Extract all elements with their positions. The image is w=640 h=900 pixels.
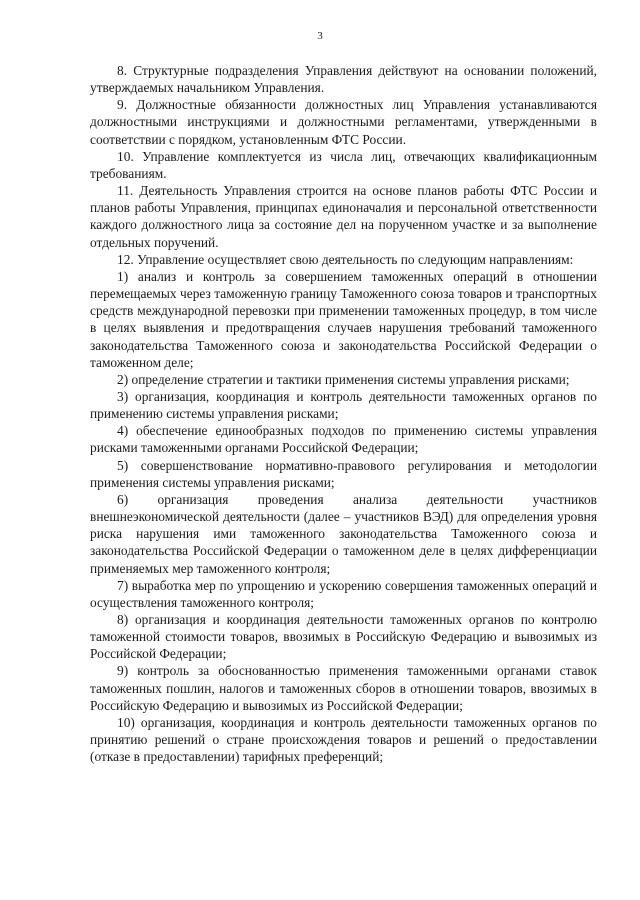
list-item-10: 10) организация, координация и контроль деятельности таможенных органов по принятию решений о стране происхождения товаров и решений о предоставлении (отказе в предоставлении) тарифных преференций;: [90, 714, 597, 765]
paragraph-11: 11. Деятельность Управления строится на основе планов работы ФТС России и планов работы Управления, принципах единоначалия и персональной ответственности каждого должностного лица за состояние дел на порученном участке и за выполнение отдельных поручений.: [90, 183, 597, 250]
list-item-5: 5) совершенствование нормативно-правового регулирования и методологии применения системы управления рисками;: [90, 457, 597, 490]
list-item-7: 7) выработка мер по упрощению и ускорению совершения таможенных операций и осуществления таможенного контроля;: [90, 577, 597, 610]
paragraph-8: 8. Структурные подразделения Управления действуют на основании положений, утверждаемых начальником Управления.: [90, 63, 597, 96]
paragraph-12: 12. Управление осуществляет свою деятельность по следующим направлениям:: [117, 251, 574, 267]
page-number: 3: [317, 30, 323, 42]
list-item-3: 3) организация, координация и контроль деятельности таможенных органов по применению системы управления рисками;: [90, 388, 597, 422]
list-item-4: 4) обеспечение единообразных подходов по применению системы управления рисками таможенными органами Российской Федерации;: [90, 423, 597, 456]
list-item-9: 9) контроль за обоснованностью применения таможенными органами ставок таможенных пошлин, налогов и таможенных сборов в отношении товаров, ввозимых в Российскую Федерацию и вывозимых из Российской Федерации;: [90, 663, 597, 713]
list-item-1: 1) анализ и контроль за совершением таможенных операций в отношении перемещаемых через таможенную границу Таможенного союза товаров и транспортных средств международной перевозки при применении таможенных процедур, в том числе в целях выявления и предотвращения случаев нарушения требований таможенного законодательства Таможенного союза и законодательства Российской Федерации о таможенном деле;: [90, 268, 597, 370]
paragraph-9: 9. Должностные обязанности должностных лиц Управления устанавливаются должностными инструкциями и должностными регламентами, утвержденными в соответствии с порядком, установленным ФТС России.: [90, 97, 597, 147]
document-body: [90, 62, 597, 765]
paragraph-10: 10. Управление комплектуется из числа лиц, отвечающих квалификационным требованиям.: [90, 148, 597, 181]
list-item-2: 2) определение стратегии и тактики применения системы управления рисками;: [117, 371, 570, 387]
list-item-8: 8) организация и координация деятельности таможенных органов по контролю таможенной стоимости товаров, ввозимых в Российскую Федерацию и вывозимых из Российской Федерации;: [90, 612, 597, 662]
list-item-6: 6) организация проведения анализа деятельности участников внешнеэкономической деятельности (далее – участников ВЭД) для определения уровня риска нарушения ими таможенного законодательства Таможенного союза и законодательства Российской Федерации о таможенном деле в целях дифференциации применяемых мер таможенного контроля;: [90, 491, 597, 576]
